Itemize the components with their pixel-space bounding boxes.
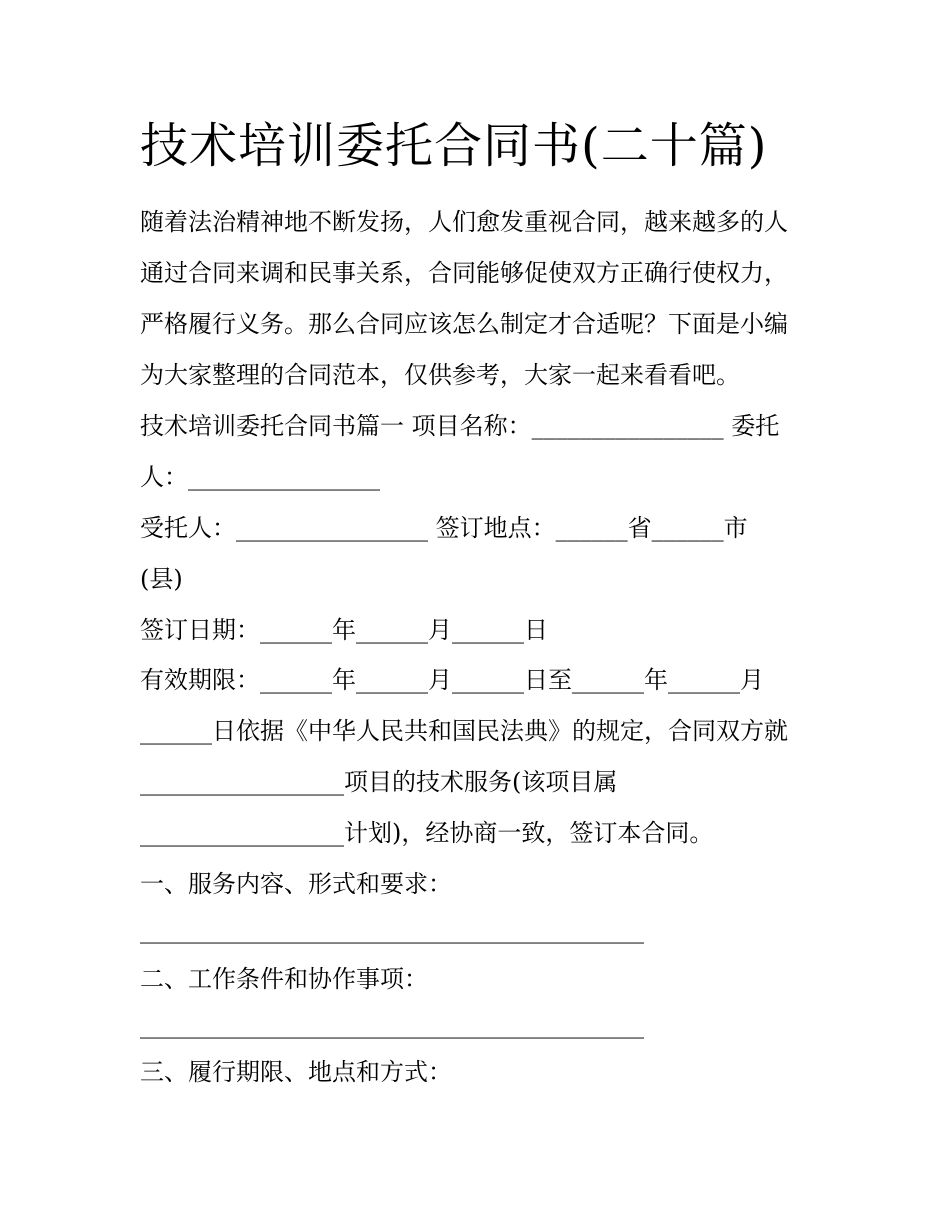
body-line-8: (县) xyxy=(140,565,183,593)
section-heading-3: 三、履行期限、地点和方式： xyxy=(140,1058,452,1086)
body-line-13: _________________计划)，经协商一致，签订本合同。 xyxy=(140,819,714,847)
body-line-5: 技术培训委托合同书篇一 项目名称：________________ 委托 xyxy=(140,412,780,440)
body-line-3: 严格履行义务。那么合同应该怎么制定才合适呢？下面是小编 xyxy=(140,310,788,338)
body-line-2: 通过合同来调和民事关系，合同能够促使双方正确行使权力， xyxy=(140,259,788,287)
body-line-7: 受托人：________________ 签订地点：______省______市 xyxy=(140,514,748,542)
body-line-12: _________________项目的技术服务(该项目属 xyxy=(140,768,618,796)
body-line-11: ______日依据《中华人民共和国民法典》的规定，合同双方就 xyxy=(140,717,788,745)
body-line-6: 人：________________ xyxy=(140,463,380,491)
section-heading-1: 一、服务内容、形式和要求： xyxy=(140,870,452,898)
blank-line-2: __________________________________________ xyxy=(140,1011,644,1039)
section-heading-2: 二、工作条件和协作事项： xyxy=(140,965,428,993)
body-line-9: 签订日期：______年______月______日 xyxy=(140,616,548,644)
body-line-4: 为大家整理的合同范本，仅供参考，大家一起来看看吧。 xyxy=(140,361,740,389)
blank-line-1: __________________________________________ xyxy=(140,916,644,944)
document-title: 技术培训委托合同书(二十篇) xyxy=(140,118,768,174)
body-line-10: 有效期限：______年______月______日至______年______月 xyxy=(140,666,764,694)
body-line-1: 随着法治精神地不断发扬，人们愈发重视合同，越来越多的人 xyxy=(140,208,788,236)
